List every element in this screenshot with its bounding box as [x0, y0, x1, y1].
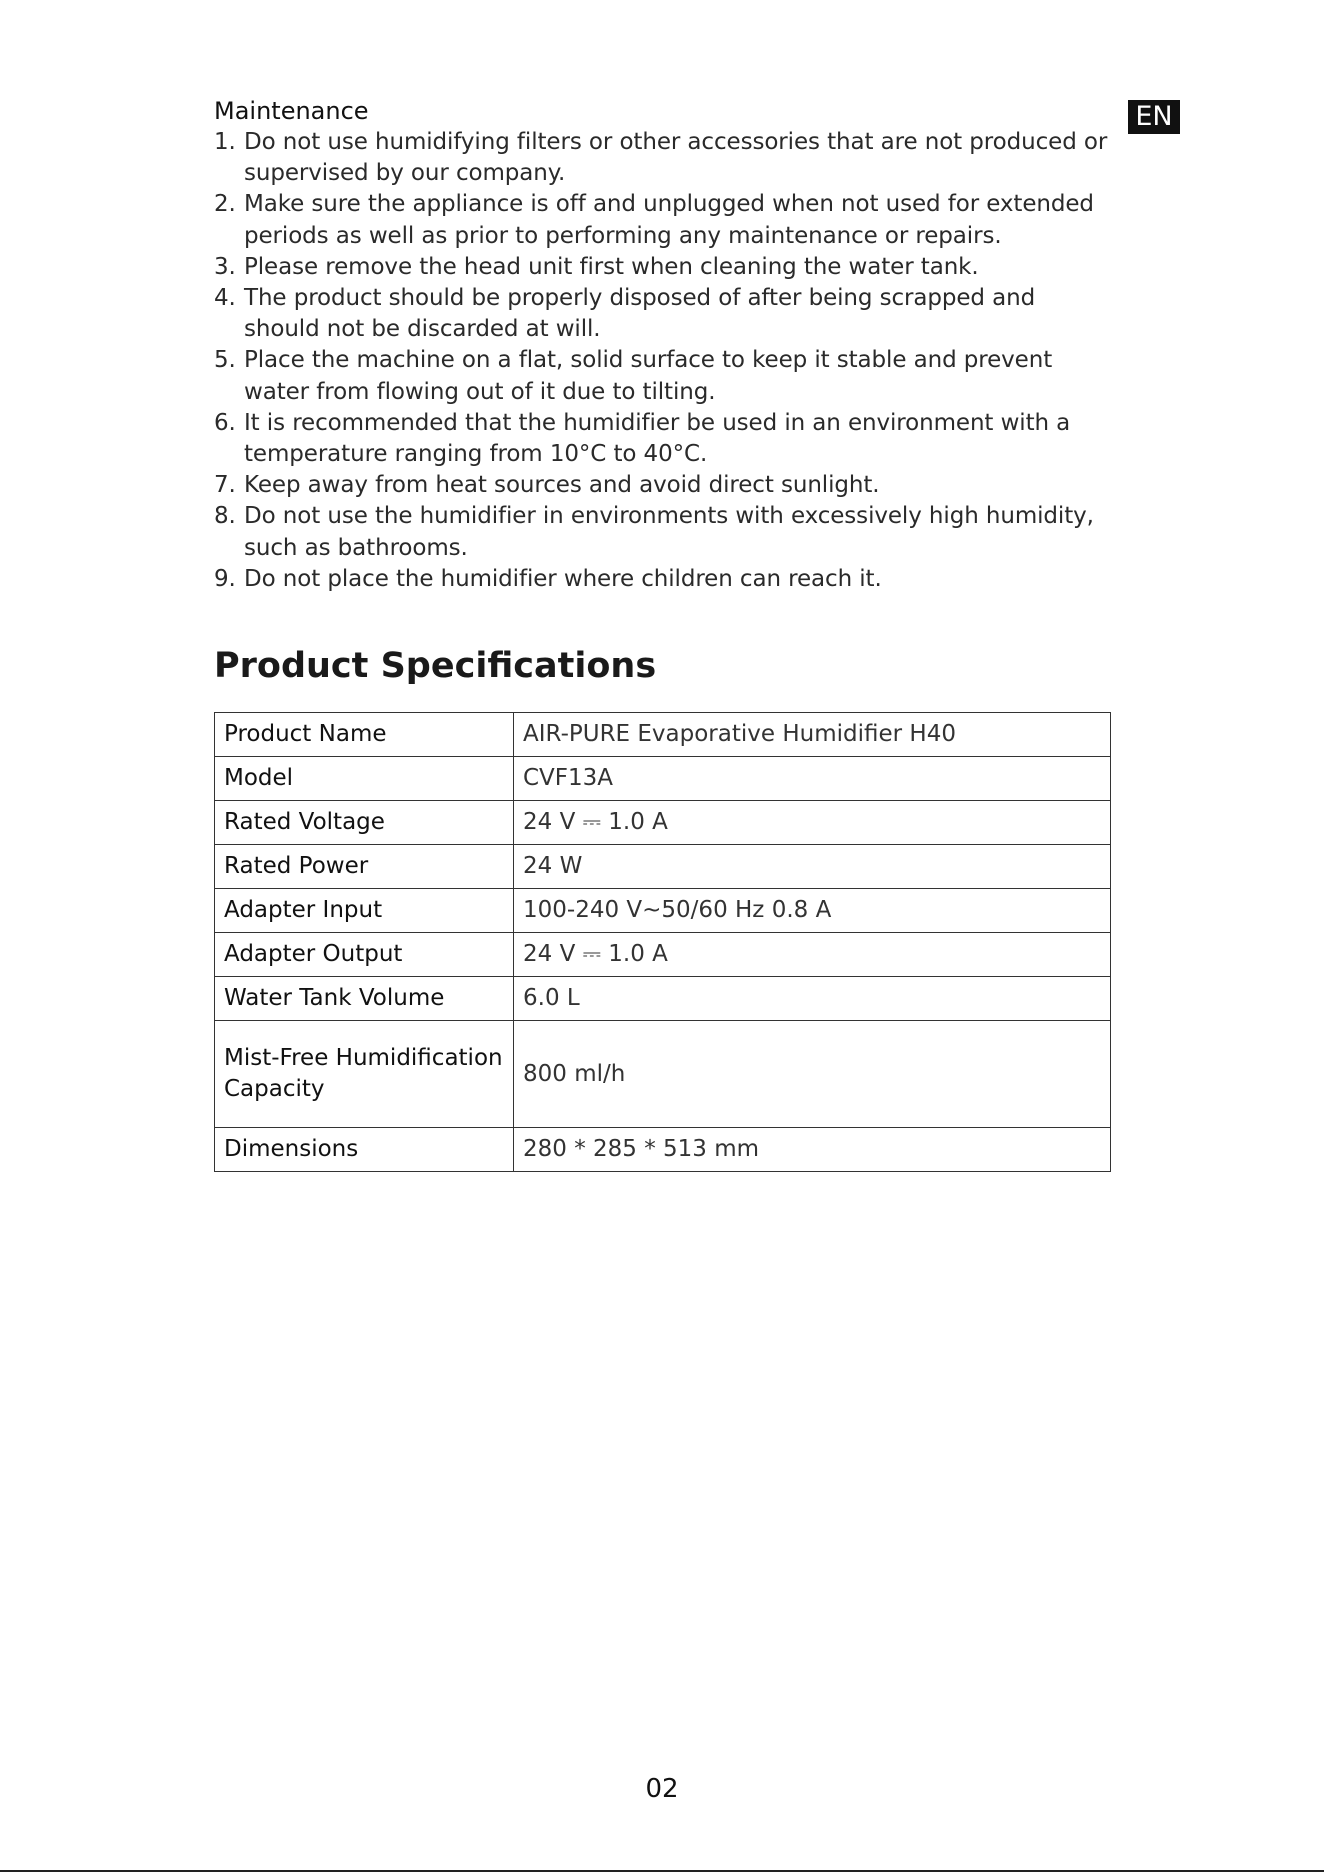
maintenance-item	[214, 127, 1114, 189]
maintenance-item-text: Do not place the humidifier where children can reach it.	[244, 565, 882, 592]
spec-value: 24 W	[514, 845, 1111, 889]
table-row	[215, 801, 1111, 845]
maintenance-item-text: Make sure the appliance is off and unplugged when not used for extended periods as well as prior to performing any maintenance or repairs.	[244, 191, 1094, 249]
table-row	[215, 889, 1111, 933]
table-row	[215, 933, 1111, 977]
table-row	[215, 757, 1111, 801]
maintenance-item-number: 2.	[214, 191, 236, 218]
table-row	[215, 713, 1111, 757]
maintenance-item-text: It is recommended that the humidifier be used in an environment with a temperature ranging from 10°C to 40°C.	[244, 409, 1071, 468]
spec-label: Dimensions	[215, 1128, 514, 1172]
spec-label: Water Tank Volume	[215, 977, 514, 1021]
maintenance-item-number: 9.	[214, 565, 236, 592]
maintenance-item-number: 5.	[214, 347, 236, 374]
maintenance-item-text: Please remove the head unit first when cleaning the water tank.	[244, 253, 979, 280]
maintenance-item-number: 6.	[214, 409, 236, 436]
spec-value: 24 V ⎓ 1.0 A	[514, 801, 1111, 845]
spec-label: Mist-Free Humidification Capacity	[215, 1021, 514, 1128]
spec-label: Adapter Input	[215, 889, 514, 933]
spec-value: 280 * 285 * 513 mm	[514, 1128, 1111, 1172]
table-row	[215, 845, 1111, 889]
spec-label: Rated Power	[215, 845, 514, 889]
maintenance-list	[214, 127, 1114, 595]
table-row	[215, 977, 1111, 1021]
spec-label: Rated Voltage	[215, 801, 514, 845]
maintenance-item	[214, 564, 1114, 595]
maintenance-item	[214, 470, 1114, 501]
spec-label: Product Name	[215, 713, 514, 757]
maintenance-item	[214, 501, 1114, 563]
maintenance-item-text: Place the machine on a flat, solid surface to keep it stable and prevent water from flowing out of it due to tilting.	[244, 347, 1053, 405]
maintenance-heading: Maintenance	[214, 97, 369, 125]
page-number: 02	[645, 1774, 679, 1804]
specifications-table	[214, 712, 1111, 1172]
maintenance-item-number: 8.	[214, 503, 236, 530]
spec-label: Model	[215, 757, 514, 801]
maintenance-item-number: 3.	[214, 253, 236, 280]
spec-value: 100-240 V~50/60 Hz 0.8 A	[514, 889, 1111, 933]
maintenance-item	[214, 283, 1114, 345]
spec-value: CVF13A	[514, 757, 1111, 801]
spec-value: AIR-PURE Evaporative Humidifier H40	[514, 713, 1111, 757]
maintenance-item	[214, 408, 1114, 470]
maintenance-item-number: 1.	[214, 129, 236, 155]
maintenance-item-text: The product should be properly disposed of after being scrapped and should not be discarded at will.	[244, 285, 1036, 343]
table-row	[215, 1128, 1111, 1172]
maintenance-item	[214, 252, 1114, 283]
spec-value: 800 ml/h	[514, 1021, 1111, 1128]
spec-value: 6.0 L	[514, 977, 1111, 1021]
maintenance-item	[214, 345, 1114, 407]
maintenance-item-text: Keep away from heat sources and avoid direct sunlight.	[244, 472, 880, 499]
language-badge: EN	[1128, 100, 1180, 134]
maintenance-item-number: 7.	[214, 472, 236, 499]
spec-value: 24 V ⎓ 1.0 A	[514, 933, 1111, 977]
maintenance-item-text: Do not use humidifying filters or other accessories that are not produced or supervised by our company.	[244, 129, 1108, 187]
maintenance-item	[214, 189, 1114, 251]
specifications-heading: Product Specifications	[214, 646, 657, 686]
table-row	[215, 1021, 1111, 1128]
maintenance-item-number: 4.	[214, 285, 236, 312]
spec-label: Adapter Output	[215, 933, 514, 977]
maintenance-item-text: Do not use the humidifier in environments with excessively high humidity, such as bathrooms.	[244, 503, 1094, 561]
